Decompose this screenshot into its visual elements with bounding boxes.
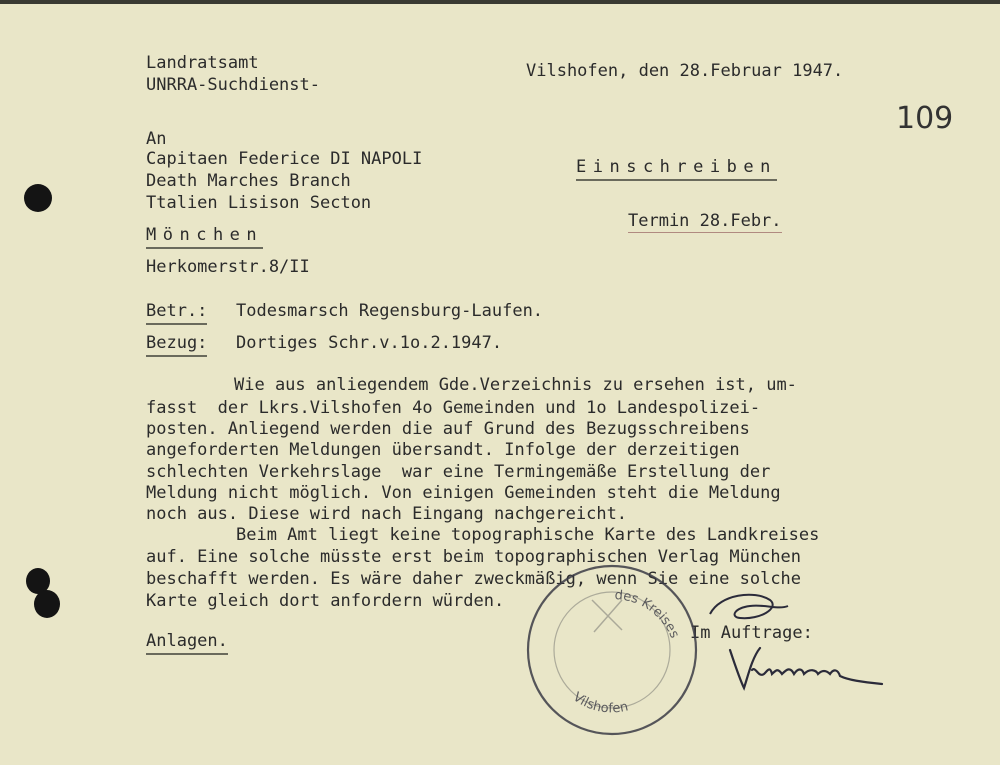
recipient-city: Mönchen — [146, 224, 263, 249]
body-line-3: posten. Anliegend werden die auf Grund des Bezugsschreibens — [146, 419, 750, 439]
body-line-11: Karte gleich dort anfordern würden. — [146, 591, 505, 611]
stamp-text-top: des Kreises — [614, 587, 682, 641]
recipient-salutation: An — [146, 129, 167, 149]
svg-text:des Kreises — [614, 588, 682, 641]
body-line-5: schlechten Verkehrslage war eine Termingemäße Erstellung der — [146, 462, 771, 482]
handwritten-signature — [722, 640, 892, 700]
subject-text: Todesmarsch Regensburg-Laufen. — [236, 301, 544, 321]
top-edge-shadow — [0, 0, 1000, 4]
official-stamp — [522, 560, 702, 740]
sender-department: UNRRA-Suchdienst- — [146, 75, 320, 95]
by-order: Im Auftrage: — [690, 623, 813, 643]
body-line-1: Wie aus anliegendem Gde.Verzeichnis zu ersehen ist, um- — [234, 375, 797, 395]
stamp-text-bottom: Vilshofen — [570, 689, 630, 717]
page-number: 109 — [896, 101, 954, 136]
enclosures: Anlagen. — [146, 630, 228, 655]
recipient-unit: Death Marches Branch — [146, 171, 351, 191]
recipient-section: Ttalien Lisison Secton — [146, 193, 372, 213]
reference-text: Dortiges Schr.v.1o.2.1947. — [236, 333, 503, 353]
body-line-4: angeforderten Meldungen übersandt. Infolge der derzeitigen — [146, 440, 740, 460]
body-line-7: noch aus. Diese wird nach Eingang nachgereicht. — [146, 504, 628, 524]
sender-office: Landratsamt — [146, 53, 259, 73]
body-line-9: auf. Eine solche müsste erst beim topographischen Verlag München — [146, 547, 802, 567]
svg-text:Vilshofen — [570, 690, 630, 717]
subject-label: Betr.: — [146, 300, 207, 325]
punch-hole-bottom-2 — [34, 590, 60, 618]
recipient-street: Herkomerstr.8/II — [146, 257, 310, 277]
deadline: Termin 28.Febr. — [628, 211, 782, 231]
punch-hole-top — [24, 184, 52, 212]
body-line-8: Beim Amt liegt keine topographische Karte des Landkreises — [236, 525, 820, 545]
handwritten-initials — [700, 584, 800, 634]
body-line-2: fasst der Lkrs.Vilshofen 4o Gemeinden und 1o Landespolizei- — [146, 398, 761, 418]
reference-label: Bezug: — [146, 332, 207, 357]
body-line-10: beschafft werden. Es wäre daher zweckmäßig, wenn Sie eine solche — [146, 569, 802, 589]
registered-label: Einschreiben — [576, 156, 777, 181]
place-date: Vilshofen, den 28.Februar 1947. — [526, 61, 844, 81]
body-line-6: Meldung nicht möglich. Von einigen Gemeinden steht die Meldung — [146, 483, 781, 503]
recipient-name: Capitaen Federice DI NAPOLI — [146, 149, 423, 169]
